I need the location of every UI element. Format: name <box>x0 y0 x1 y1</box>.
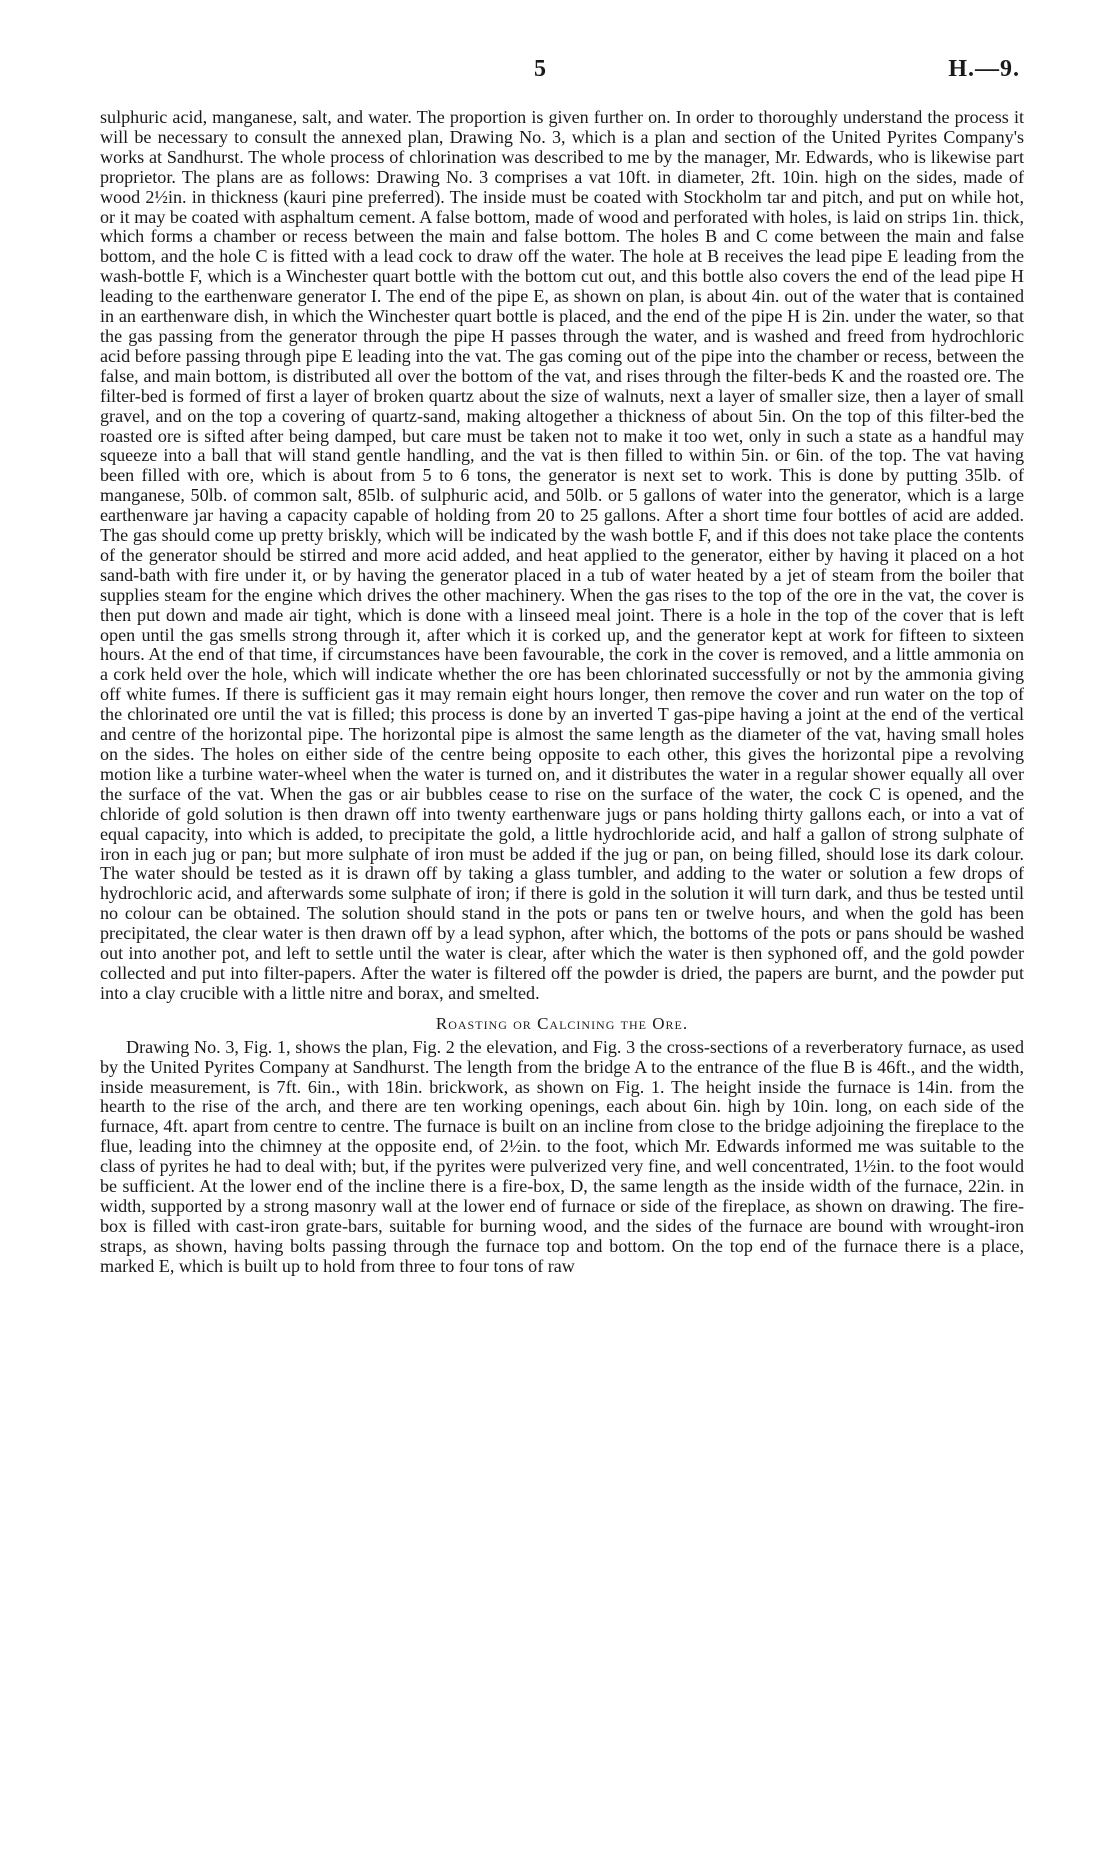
paragraph-furnace-description: Drawing No. 3, Fig. 1, shows the plan, Fig. 2 the elevation, and Fig. 3 the cross-sections of a reverberatory furnace, as used by the United Pyrites Company at Sandhurst. The length from the bridge A to the entrance of the flue B is 46ft., and the width, inside measurement, is 7ft. 6in., with 18in. brickwork, as shown on Fig. 1. The height inside the furnace is 14in. from the hearth to the rise of the arch, and there are ten working openings, each about 6in. high by 10in. long, on each side of the furnace, 4ft. apart from centre to centre. The furnace is built on an incline from close to the bridge adjoining the fireplace to the flue, leading into the chimney at the opposite end, of 2½in. to the foot, which Mr. Edwards informed me was suitable to the class of pyrites he had to deal with; but, if the pyrites were pulverized very fine, and well concentrated, 1½in. to the foot would be sufficient. At the lower end of the incline there is a fire-box, D, the same length as the inside width of the furnace, 22in. in width, supported by a strong masonry wall at the lower end of furnace or side of the fireplace, as shown on drawing. The fire-box is filled with cast-iron grate-bars, suitable for burning wood, and the sides of the furnace are bound with wrought-iron straps, as shown, having bolts passing through the furnace top and bottom. On the top end of the furnace there is a place, marked E, which is built up to hold from three to four tons of raw <box>100 1036 1024 1276</box>
document-reference: H.—9. <box>948 56 1020 82</box>
page-header <box>0 56 1114 88</box>
body-text <box>100 108 1024 1277</box>
paragraph-chlorination-process: sulphuric acid, manganese, salt, and water. The proportion is given further on. In order to thoroughly understand the process it will be necessary to consult the annexed plan, Drawing No. 3, which is a plan and section of the United Pyrites Company's works at Sandhurst. The whole process of chlorination was described to me by the manager, Mr. Edwards, who is likewise part proprietor. The plans are as follows: Drawing No. 3 comprises a vat 10ft. in diameter, 2ft. 10in. high on the sides, made of wood 2½in. in thickness (kauri pine preferred). The inside must be coated with Stockholm tar and pitch, and put on while hot, or it may be coated with asphaltum cement. A false bottom, made of wood and perforated with holes, is laid on strips 1in. thick, which forms a chamber or recess between the main and false bottom. The holes B and C come between the main and false bottom, and the hole C is fitted with a lead cock to draw off the water. The hole at B receives the lead pipe E leading from the wash-bottle F, which is a Winchester quart bottle with the bottom cut out, and this bottle also covers the end of the lead pipe H leading to the earthenware generator I. The end of the pipe E, as shown on plan, is about 4in. out of the water that is contained in an earthenware dish, in which the Winchester quart bottle is placed, and the end of the pipe H is 2in. under the water, so that the gas passing from the generator through the pipe H passes through the water, and is washed and freed from hydrochloric acid before passing through pipe E leading into the vat. The gas coming out of the pipe into the chamber or recess, between the false, and main bottom, is distributed all over the bottom of the vat, and rises through the filter-beds K and the roasted ore. The filter-bed is formed of first a layer of broken quartz about the size of walnuts, next a layer of smaller size, then a layer of small gravel, and on the top a covering of quartz-sand, making altogether a thickness of about 5in. On the top of this filter-bed the roasted ore is sifted after being damped, but care must be taken not to make it too wet, only in such a state as a handful may squeeze into a ball that will stand gentle handling, and the vat is then filled to within 5in. or 6in. of the top. The vat having been filled with ore, which is about from 5 to 6 tons, the generator is next set to work. This is done by putting 35lb. of manganese, 50lb. of common salt, 85lb. of sulphuric acid, and 50lb. or 5 gallons of water into the generator, which is a large earthenware jar having a capacity capable of holding from 20 to 25 gallons. After a short time four bottles of acid are added. The gas should come up pretty briskly, which will be indicated by the wash bottle F, and if this does not take place the contents of the generator should be stirred and more acid added, and heat applied to the generator, either by having it placed on a hot sand-bath with fire under it, or by having the generator placed in a tub of water heated by a jet of steam from the boiler that supplies steam for the engine which drives the other machinery. When the gas rises to the top of the ore in the vat, the cover is then put down and made air tight, which is done with a linseed meal joint. There is a hole in the top of the cover that is left open until the gas smells strong through it, after which it is corked up, and the generator kept at work for fifteen to sixteen hours. At the end of that time, if circumstances have been favourable, the cork in the cover is removed, and a little ammonia on a cork held over the hole, which will indicate whether the ore has been chlorinated successfully or not by the ammonia giving off white fumes. If there is sufficient gas it may remain eight hours longer, then remove the cover and run water on the top of the chlorinated ore until the vat is filled; this process is done by an inverted T gas-pipe having a joint at the end of the vertical and centre of the horizontal pipe. The horizontal pipe is almost the same length as the diameter of the vat, having small holes on the sides. The holes on either side of the centre being opposite to each other, this gives the horizontal pipe a revolving motion like a turbine water-wheel when the water is turned on, and it distributes the water in a regular shower equally all over the surface of the vat. When the gas or air bubbles cease to rise on the surface of the water, the cock C is opened, and the chloride of gold solution is then drawn off into twenty earthenware jugs or pans holding thirty gallons each, or into a vat of equal capacity, into which is added, to precipitate the gold, a little hydrochloride acid, and half a gallon of strong sulphate of iron in each jug or pan; but more sulphate of iron must be added if the jug or pan, on being filled, should lose its dark colour. The water should be tested as it is drawn off by taking a glass tumbler, and adding to the water or solution a few drops of hydrochloric acid, and afterwards some sulphate of iron; if there is gold in the solution it will turn dark, and thus be tested until no colour can be obtained. The solution should stand in the pots or pans ten or twelve hours, and when the gold has been precipitated, the clear water is then drawn off by a lead syphon, after which, the bottoms of the pots or pans should be washed out into another pot, and left to settle until the water is clear, after which the water is then syphoned off, and the gold powder collected and put into filter-papers. After the water is filtered off the powder is dried, the papers are burnt, and the powder put into a clay crucible with a little nitre and borax, and smelted. <box>100 107 1024 1003</box>
page-number: 5 <box>534 56 546 82</box>
section-heading: Roasting or Calcining the Ore. <box>435 1013 689 1033</box>
